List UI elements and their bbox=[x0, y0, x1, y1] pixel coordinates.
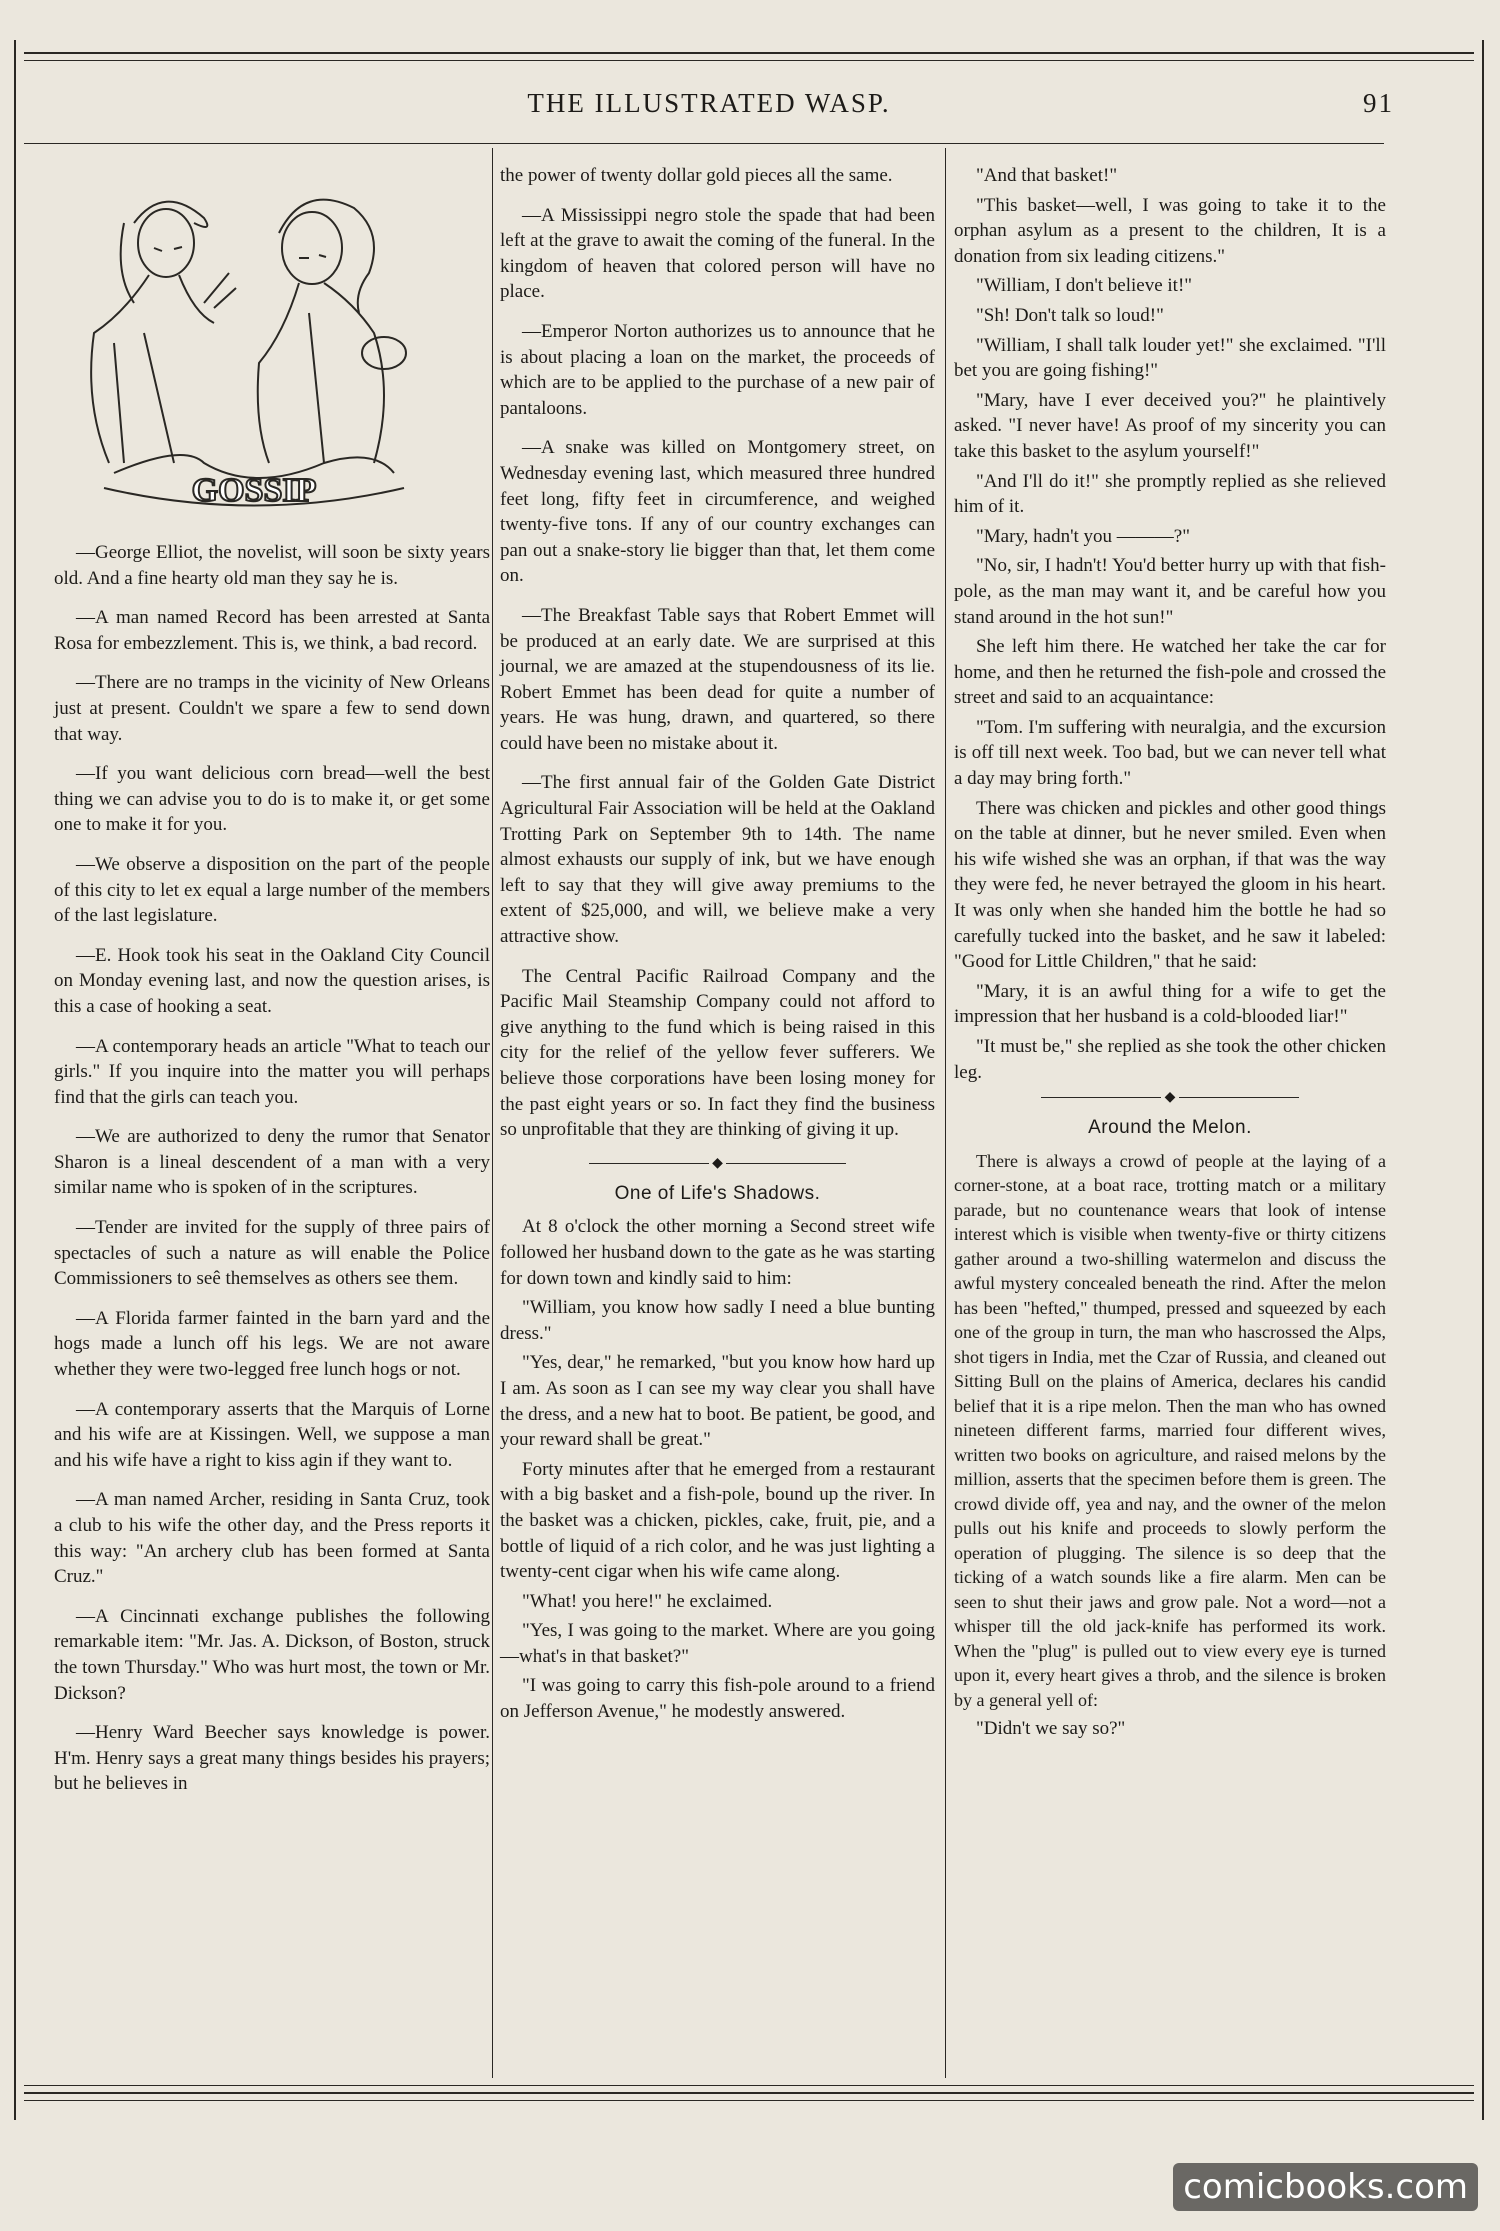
column-2 bbox=[500, 163, 935, 1729]
gossip-illustration bbox=[54, 163, 490, 528]
col1-item: —A man named Archer, residing in Santa Cruz, took a club to his wife the other day, and the Press reports it this way: "An archery club has been formed at Santa Cruz." bbox=[54, 1489, 490, 1588]
story-title: One of Life's Shadows. bbox=[614, 1182, 821, 1204]
section-separator: ◆ bbox=[954, 1091, 1386, 1105]
column-3 bbox=[954, 163, 1386, 1746]
melon-title: Around the Melon. bbox=[1088, 1117, 1252, 1139]
col1-item: —A contemporary heads an article "What to teach our girls." If you inquire into the matter you will perhaps find that the girls can teach you. bbox=[54, 1035, 490, 1108]
col1-item: —There are no tramps in the vicinity of New Orleans just at present. Couldn't we spare a few to send down that way. bbox=[54, 672, 490, 745]
col1-item: —George Elliot, the novelist, will soon be sixty years old. And a fine hearty old man they say he is. bbox=[54, 542, 490, 589]
story-paragraph: "No, sir, I hadn't! You'd better hurry up with that fish-pole, as the man may want it, and be careful how you stand around in the hot sun!" bbox=[954, 555, 1386, 628]
melon-paragraph: "Didn't we say so?" bbox=[976, 1718, 1126, 1740]
col2-item: —A snake was killed on Montgomery street, on Wednesday evening last, which measured three hundred feet long, fifty feet in circumference, and weighed twenty-five tons. If any of our country exchanges can pan out a snake-story lie bigger than that, let them come on. bbox=[500, 437, 935, 587]
story-paragraph: "Mary, have I ever deceived you?" he plaintively asked. "I never have! As proof of my sincerity you can take this basket to the asylum yourself!" bbox=[954, 389, 1386, 462]
story-paragraph: "Sh! Don't talk so loud!" bbox=[976, 304, 1164, 326]
col1-item: —A contemporary asserts that the Marquis of Lorne and his wife are at Kissingen. Well, we suppose a man and his wife have a right to kiss agin if they want to. bbox=[54, 1398, 490, 1471]
column-1 bbox=[54, 540, 490, 1811]
col2-item: —A Mississippi negro stole the spade that had been left at the grave to await the coming of the funeral. In the kingdom of heaven that colored person will have no place. bbox=[500, 204, 935, 303]
col2-item: the power of twenty dollar gold pieces all the same. bbox=[500, 165, 893, 186]
col2-item: The Central Pacific Railroad Company and the Pacific Mail Steamship Company could not afford to give anything to the fund which is being raised in this city for the relief of the yellow fever sufferers. We believe those corporations have been losing money for the past eight years or so. In fact they find the business so unprofitable that they are thinking of giving it up. bbox=[500, 965, 935, 1141]
story-paragraph: "What! you here!" he exclaimed. bbox=[522, 1590, 773, 1612]
col2-item: —Emperor Norton authorizes us to announce that he is about placing a loan on the market, the proceeds of which are to be applied to the purchase of a new pair of pantaloons. bbox=[500, 320, 935, 419]
col2-item: —The first annual fair of the Golden Gate District Agricultural Fair Association will be held at the Oakland Trotting Park on September 9th to 14th. The name almost exhausts our supply of ink, but we have enough left to say that they will give away premiums to the extent of $25,000, and will, we believe make a very attractive show. bbox=[500, 772, 935, 948]
story-paragraph: "Yes, I was going to the market. Where are you going—what's in that basket?" bbox=[500, 1620, 935, 1667]
page-number: 91 bbox=[1363, 88, 1394, 118]
page-header bbox=[24, 88, 1394, 128]
col1-item: —A man named Record has been arrested at Santa Rosa for embezzlement. This is, we think, a bad record. bbox=[54, 607, 490, 654]
watermark: comicbooks.com bbox=[1173, 2163, 1478, 2211]
story-paragraph: "William, I don't believe it!" bbox=[976, 275, 1193, 297]
story-paragraph: "And that basket!" bbox=[976, 165, 1118, 186]
story-paragraph: "It must be," she replied as she took the other chicken leg. bbox=[954, 1036, 1386, 1083]
story-paragraph: "I was going to carry this fish-pole around to a friend on Jefferson Avenue," he modestly answered. bbox=[500, 1675, 935, 1723]
melon-paragraph: There is always a crowd of people at the laying of a corner-stone, at a boat race, trotting match or a military parade, but no countenance wears that look of intense interest which is visible when twenty-five or thirty citizens gather around a two-shilling watermelon and discuss the awful mystery concealed beneath the rind. After the melon has been "hefted," thumped, pressed and squeezed by each one of the group in turn, the man who hascrossed the Alps, shot tigers in India, met the Czar of Russia, and cleaned out Sitting Bull on the plains of America, declares his candid belief that it is a ripe melon. Then the man who has owned nineteen different farms, married four different wives, written two books on agriculture, and raised melons by the million, asserts that the specimen before them is green. The crowd divide off, yea and nay, and the owner of the melon pulls out his knife and proceeds to slowly perform the operation of plugging. The silence is so deep that the ticking of a watch sounds like a fire alarm. Men can be seen to shut their jaws and grow pale. Not a word—not a whisper till the old jack-knife has performed its work. When the "plug" is pulled out to view every eye is turned upon it, every heart gives a throb, and the silence is broken by a general yell of: bbox=[954, 1150, 1386, 1710]
story-paragraph: "Mary, hadn't you ———?" bbox=[976, 525, 1191, 547]
story-paragraph: "Yes, dear," he remarked, "but you know how hard up I am. As soon as I can see my way clear you shall have the dress, and a new hat to boot. Be patient, be good, and your reward shall be great." bbox=[500, 1352, 935, 1451]
publication-title: THE ILLUSTRATED WASP. bbox=[527, 88, 891, 118]
col2-item: —The Breakfast Table says that Robert Emmet will be produced at an early date. We are surprised at this journal, we are amazed at the stupendousness of its lie. Robert Emmet has been dead for quite a number of years. He was hung, drawn, and quartered, so there could have been no mistake about it. bbox=[500, 604, 935, 754]
column-rule-2 bbox=[945, 148, 946, 2078]
story-paragraph: There was chicken and pickles and other good things on the table at dinner, but he never smiled. Even when his wife wished she was an orphan, if that was the way they were fed, he never betrayed the gloom in his heart. It was only when she handed him the bottle he had so carefully tucked into the basket, and he saw it labeled: "Good for Little Children," that he said: bbox=[954, 797, 1386, 973]
story-paragraph: At 8 o'clock the other morning a Second street wife followed her husband down to the gate as he was starting for down town and kindly said to him: bbox=[500, 1216, 935, 1289]
col1-item: —A Cincinnati exchange publishes the following remarkable item: "Mr. Jas. A. Dickson, of Boston, struck the town Thursday." Who was hurt most, the town or Mr. Dickson? bbox=[54, 1605, 490, 1704]
story-paragraph: "Tom. I'm suffering with neuralgia, and the excursion is off till next week. Too bad, but we can never tell what a day may bring forth." bbox=[954, 716, 1386, 790]
gossip-caption: GOSSIP bbox=[191, 472, 317, 509]
col1-item: —Tender are invited for the supply of three pairs of spectacles of such a nature as will enable the Police Commissioners to seê themselves as others see them. bbox=[54, 1217, 490, 1290]
story-paragraph: "Mary, it is an awful thing for a wife to get the impression that her husband is a cold-blooded liar!" bbox=[954, 980, 1386, 1028]
story-paragraph: "William, I shall talk louder yet!" she exclaimed. "I'll bet you are going fishing!" bbox=[954, 334, 1386, 382]
story-paragraph: "William, you know how sadly I need a blue bunting dress." bbox=[500, 1297, 935, 1344]
story-paragraph: She left him there. He watched her take the car for home, and then he returned the fish-pole and crossed the street and said to an acquaintance: bbox=[954, 636, 1386, 709]
story-paragraph: Forty minutes after that he emerged from a restaurant with a big basket and a fish-pole, bound up the river. In the basket was a chicken, pickles, cake, fruit, pie, and a bottle of liquid of a rich color, and he was just lighting a twenty-cent cigar when his wife came along. bbox=[500, 1458, 935, 1583]
story-paragraph: "And I'll do it!" she promptly replied as she relieved him of it. bbox=[954, 470, 1386, 518]
col1-item: —E. Hook took his seat in the Oakland City Council on Monday evening last, and now the question arises, is this a case of hooking a seat. bbox=[54, 944, 490, 1017]
col1-item: —If you want delicious corn bread—well the best thing we can advise you to do is to make it, or get some one to make it for you. bbox=[54, 763, 490, 836]
col1-item: —We observe a disposition on the part of the people of this city to let ex equal a large number of the members of the last legislature. bbox=[54, 853, 490, 927]
header-rule bbox=[24, 143, 1384, 144]
bottom-rule-thin bbox=[24, 2085, 1474, 2086]
bottom-rule bbox=[24, 2092, 1474, 2101]
top-rule bbox=[24, 52, 1474, 61]
col1-item: —A Florida farmer fainted in the barn yard and the hogs made a lunch off his legs. We are not aware whether they were two-legged free lunch hogs or not. bbox=[54, 1307, 490, 1381]
col1-item: —We are authorized to deny the rumor that Senator Sharon is a lineal descendent of a man with a very similar name who is spoken of in the scriptures. bbox=[54, 1126, 490, 1199]
section-separator: ◆ bbox=[500, 1157, 935, 1171]
col1-item: —Henry Ward Beecher says knowledge is power. H'm. Henry says a great many things besides his prayers; but he believes in bbox=[54, 1722, 490, 1795]
column-rule-1 bbox=[492, 148, 493, 2078]
story-paragraph: "This basket—well, I was going to take it to the orphan asylum as a present to the children, It is a donation from six leading citizens." bbox=[954, 194, 1386, 267]
